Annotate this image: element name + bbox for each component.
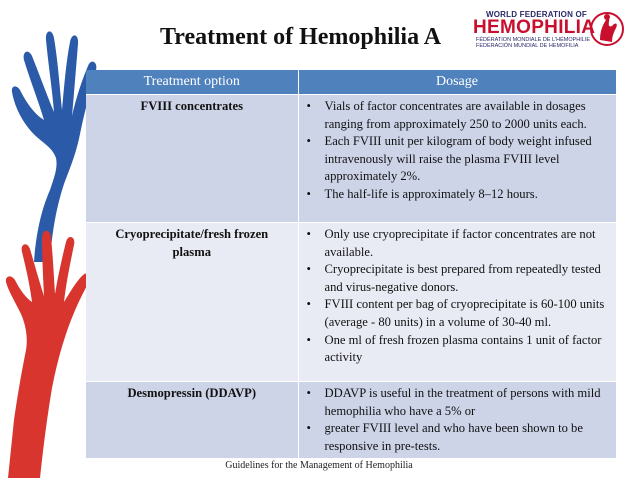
table-row xyxy=(86,95,616,223)
treatment-table xyxy=(86,70,617,458)
bullet-icon: • xyxy=(306,332,311,347)
blue-hand-icon xyxy=(12,31,96,262)
bullet-icon: • xyxy=(306,186,311,201)
dosage-item xyxy=(299,186,606,204)
table-row xyxy=(86,223,616,382)
table-header-row xyxy=(86,70,616,95)
bullet-icon: • xyxy=(306,421,311,436)
bullet-icon: • xyxy=(306,297,311,312)
dosage-item xyxy=(299,332,606,367)
logo-line-4: FEDERACIÓN MUNDIAL DE HEMOFILIA xyxy=(476,43,579,49)
treatment-option-cell: Desmopressin (DDAVP) xyxy=(86,382,298,459)
table-row xyxy=(86,382,616,459)
dosage-list xyxy=(299,385,606,455)
wfh-logo xyxy=(470,8,630,50)
dosage-text: DDAVP is useful in the treatment of persons with mild hemophilia who have a 5% or xyxy=(324,386,601,418)
slide-title: Treatment of Hemophilia A xyxy=(160,24,442,50)
treatment-option-cell: Cryoprecipitate/fresh frozen plasma xyxy=(86,223,298,382)
bullet-icon: • xyxy=(306,134,311,149)
dosage-text: The half-life is approximately 8–12 hours. xyxy=(324,186,538,201)
dosage-item xyxy=(299,385,606,420)
dosage-text: greater FVIII level and who have been shown to be responsive in pre-tests. xyxy=(324,421,583,453)
dosage-item xyxy=(299,296,606,331)
column-header-treatment-option: Treatment option xyxy=(86,70,298,95)
dosage-cell xyxy=(298,95,616,223)
dosage-list xyxy=(299,98,606,204)
decorative-hands-graphic xyxy=(0,0,100,478)
dosage-text: One ml of fresh frozen plasma contains 1 unit of factor activity xyxy=(324,332,602,365)
bullet-icon: • xyxy=(306,227,311,241)
column-header-dosage: Dosage xyxy=(298,70,616,95)
dosage-text: Only use cryoprecipitate if factor concentrates are not available. xyxy=(324,227,596,259)
dosage-item xyxy=(299,133,606,186)
dosage-text: FVIII content per bag of cryoprecipitate is 60-100 units (average - 80 units) in a volume of 30-40 ml. xyxy=(324,297,605,329)
logo-line-1: WORLD FEDERATION OF xyxy=(486,10,587,19)
slide-footer: Guidelines for the Management of Hemophilia xyxy=(225,460,413,471)
bullet-icon: • xyxy=(306,386,311,400)
dosage-text: Each FVIII unit per kilogram of body weight infused intravenously will raise the plasma FVIII level approximately 2%. xyxy=(324,134,592,184)
bullet-icon: • xyxy=(306,99,311,113)
dosage-item xyxy=(299,226,606,261)
red-hand-icon xyxy=(6,231,90,478)
treatment-option-cell: FVIII concentrates xyxy=(86,95,298,223)
dosage-item xyxy=(299,420,606,455)
dosage-cell xyxy=(298,223,616,382)
dosage-text: Cryoprecipitate is best prepared from repeatedly tested and virus-negative donors. xyxy=(324,262,601,294)
dosage-cell xyxy=(298,382,616,459)
wfh-emblem-icon xyxy=(588,8,626,50)
dosage-list xyxy=(299,226,606,367)
bullet-icon: • xyxy=(306,262,311,277)
dosage-text: Vials of factor concentrates are available in dosages ranging from approximately 250 to 2000 units each. xyxy=(324,99,587,131)
dosage-item xyxy=(299,98,606,133)
logo-line-2: HEMOPHILIA xyxy=(473,17,596,38)
logo-line-3: FÉDÉRATION MONDIALE DE L'HÉMOPHILIE xyxy=(476,37,591,43)
dosage-item xyxy=(299,261,606,296)
